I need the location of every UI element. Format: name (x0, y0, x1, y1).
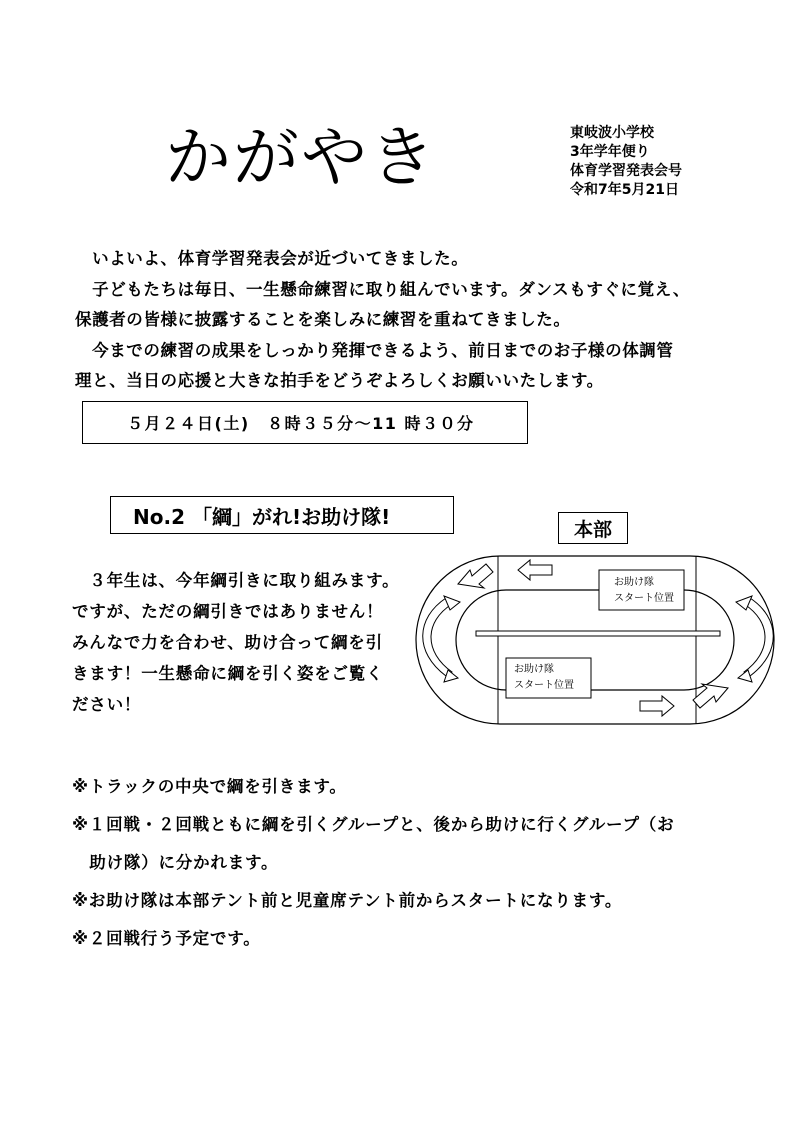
arrow-diagonal-upper-left-icon (458, 564, 493, 588)
header-info (570, 124, 682, 200)
start-box-top-right-label-1: お助け隊 (614, 577, 654, 588)
school-name: 東岐波小学校 (570, 125, 654, 141)
intro-line: 子どもたちは毎日、一生懸命練習に取り組んでいます。ダンスもすぐに覚え、 (75, 279, 690, 299)
honbu-label-box (558, 512, 628, 544)
start-box-bottom-left-label-2: スタート位置 (514, 680, 574, 691)
intro-line: いよいよ、体育学習発表会が近づいてきました。 (75, 249, 469, 268)
arrow-right-icon (640, 696, 674, 716)
note-line: ※お助け隊は本部テント前と児童席テント前からスタートになります。 (72, 891, 623, 910)
arrow-left-icon (518, 560, 552, 580)
intro-line: 保護者の皆様に披露することを楽しみに練習を重ねてきました。 (75, 310, 571, 329)
issue-date: 令和7年5月21日 (570, 182, 679, 198)
notes (72, 768, 772, 958)
section-heading-box (110, 496, 454, 534)
intro-line: 理と、当日の応援と大きな拍手をどうぞよろしくお願いいたします。 (75, 371, 604, 390)
start-box-bottom-left-label-1: お助け隊 (514, 664, 554, 675)
rope (476, 631, 720, 636)
section-body (72, 565, 432, 720)
section-line: ３年生は、今年綱引きに取り組みます。 (72, 571, 400, 590)
track-diagram (414, 552, 782, 730)
section-heading: No.2 「綱」がれ!お助け隊! (133, 504, 391, 529)
note-line: ※２回戦行う予定です。 (72, 929, 261, 948)
note-line: 助け隊）に分かれます。 (72, 853, 279, 872)
newsletter-name: 3年学年便り (570, 144, 650, 160)
section-line: ですが、ただの綱引きではありません！ (72, 602, 384, 621)
newsletter-title: かがやき (165, 119, 437, 196)
note-line: ※トラックの中央で綱を引きます。 (72, 777, 347, 796)
section-line: みんなで力を合わせ、助け合って綱を引 (72, 633, 383, 652)
event-datetime-box (82, 401, 528, 444)
start-box-top-right (599, 570, 684, 610)
curved-arrow-left-icon (423, 598, 452, 676)
section-line: きます！一生懸命に綱を引く姿をご覧く (72, 664, 384, 683)
note-line: ※１回戦・２回戦ともに綱を引くグループと、後から助けに行くグループ（お (72, 815, 675, 834)
issue-name: 体育学習発表会号 (570, 163, 682, 179)
intro-line: 今までの練習の成果をしっかり発揮できるよう、前日までのお子様の体調管 (75, 340, 674, 360)
honbu-label: 本部 (573, 518, 612, 541)
event-datetime: ５月２４日(土) ８時３５分～11 時３０分 (127, 414, 475, 433)
intro-text (75, 244, 755, 397)
section-line: ださい！ (72, 695, 142, 714)
start-box-top-right-label-2: スタート位置 (614, 593, 674, 604)
